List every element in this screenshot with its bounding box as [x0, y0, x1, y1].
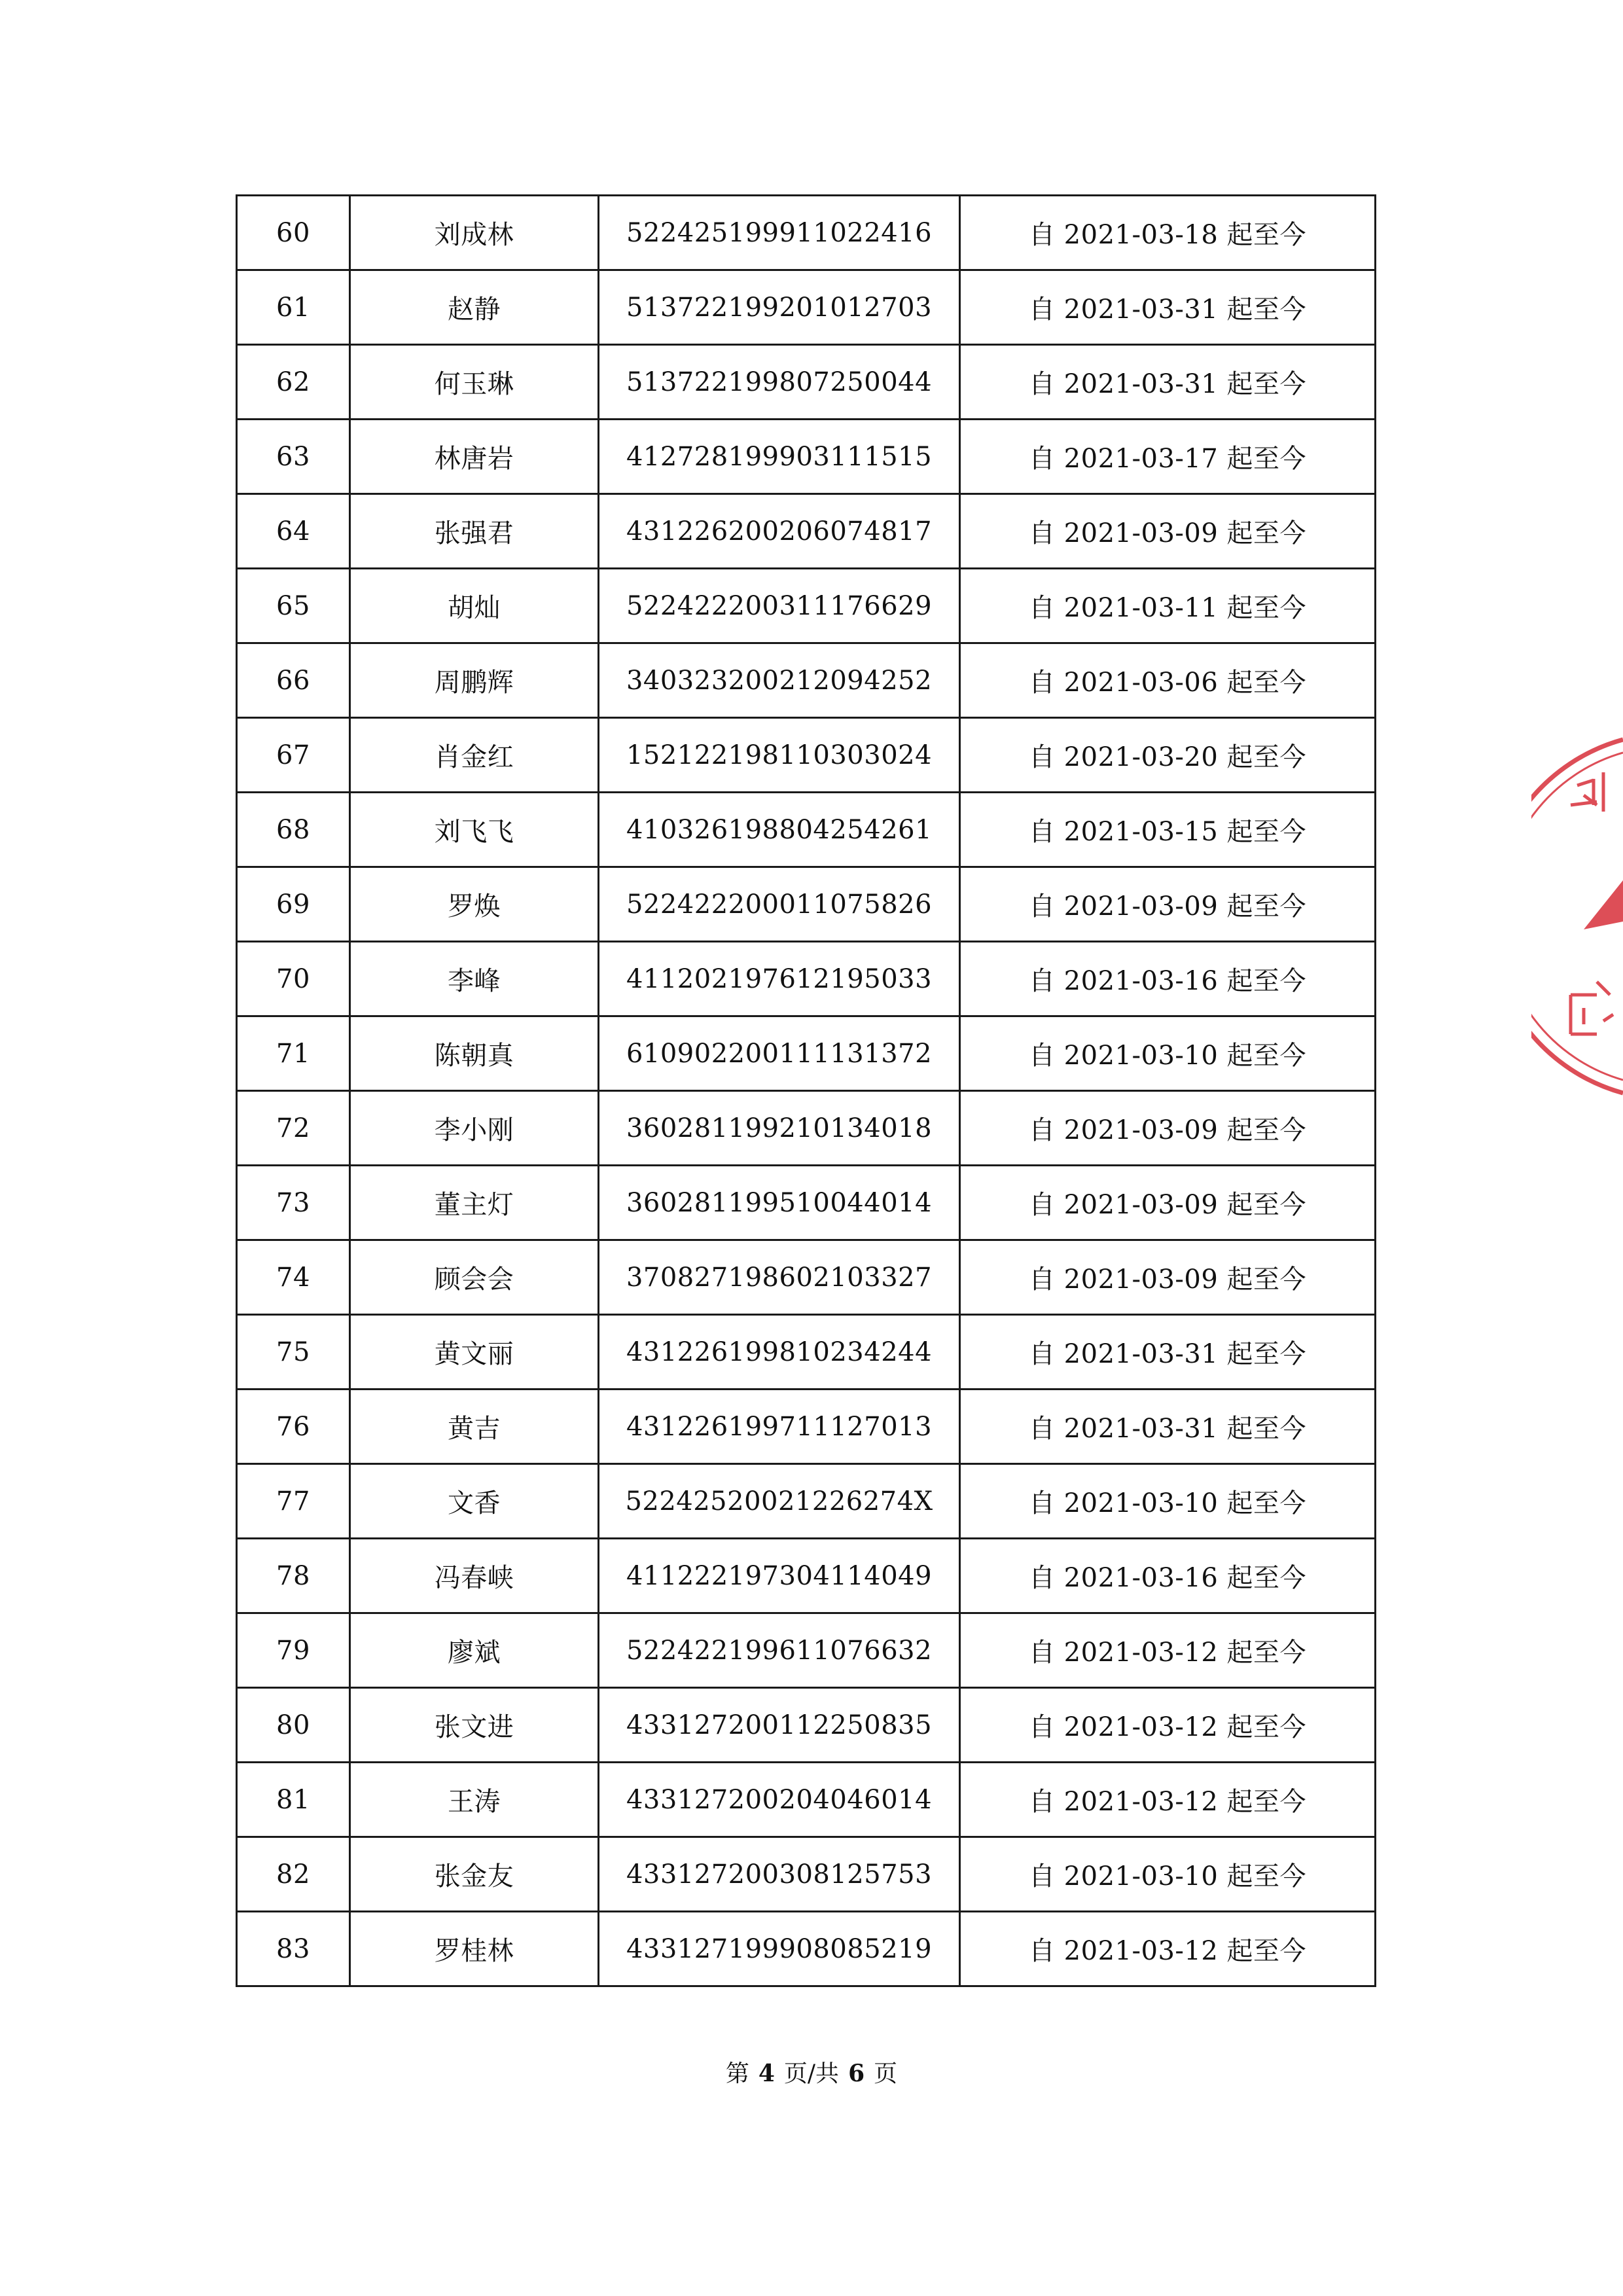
name-cell: 何玉琳 [350, 345, 599, 420]
name-cell: 文香 [350, 1464, 599, 1539]
footer-prefix: 第 [725, 2060, 749, 2087]
start-date-cell: 自 2021-03-16 起至今 [960, 942, 1376, 1016]
start-date-cell: 自 2021-03-12 起至今 [960, 1912, 1376, 1986]
row-number-cell: 76 [237, 1390, 350, 1464]
name-cell: 刘飞飞 [350, 793, 599, 867]
official-seal-stamp [1531, 733, 1623, 1100]
table-row [237, 1464, 1376, 1539]
table-row [237, 196, 1376, 270]
table-row [237, 867, 1376, 942]
name-cell: 冯春峡 [350, 1539, 599, 1613]
start-date-cell: 自 2021-03-15 起至今 [960, 793, 1376, 867]
name-cell: 张文进 [350, 1688, 599, 1763]
row-number-cell: 74 [237, 1240, 350, 1315]
table-row [237, 270, 1376, 345]
row-number-cell: 63 [237, 420, 350, 494]
employee-table-body [237, 196, 1376, 1986]
row-number-cell: 77 [237, 1464, 350, 1539]
name-cell: 黄文丽 [350, 1315, 599, 1390]
table-row [237, 1763, 1376, 1837]
page-footer [0, 2055, 1623, 2089]
row-number-cell: 61 [237, 270, 350, 345]
name-cell: 张强君 [350, 494, 599, 569]
id-number-cell: 610902200111131372 [599, 1016, 960, 1091]
name-cell: 林唐岩 [350, 420, 599, 494]
id-number-cell: 431226199711127013 [599, 1390, 960, 1464]
table-row [237, 793, 1376, 867]
row-number-cell: 68 [237, 793, 350, 867]
row-number-cell: 67 [237, 718, 350, 793]
id-number-cell: 411202197612195033 [599, 942, 960, 1016]
id-number-cell: 513722199807250044 [599, 345, 960, 420]
id-number-cell: 522425199911022416 [599, 196, 960, 270]
table-row [237, 1240, 1376, 1315]
id-number-cell: 433127200204046014 [599, 1763, 960, 1837]
footer-middle: 页/共 [783, 2060, 840, 2087]
row-number-cell: 83 [237, 1912, 350, 1986]
name-cell: 赵静 [350, 270, 599, 345]
name-cell: 刘成林 [350, 196, 599, 270]
id-number-cell: 360281199210134018 [599, 1091, 960, 1166]
table-row [237, 942, 1376, 1016]
name-cell: 黄吉 [350, 1390, 599, 1464]
table-row [237, 1613, 1376, 1688]
row-number-cell: 80 [237, 1688, 350, 1763]
id-number-cell: 411222197304114049 [599, 1539, 960, 1613]
start-date-cell: 自 2021-03-18 起至今 [960, 196, 1376, 270]
start-date-cell: 自 2021-03-31 起至今 [960, 270, 1376, 345]
row-number-cell: 72 [237, 1091, 350, 1166]
start-date-cell: 自 2021-03-16 起至今 [960, 1539, 1376, 1613]
start-date-cell: 自 2021-03-10 起至今 [960, 1837, 1376, 1912]
start-date-cell: 自 2021-03-31 起至今 [960, 1315, 1376, 1390]
table-row [237, 718, 1376, 793]
name-cell: 李峰 [350, 942, 599, 1016]
seal-star [1584, 880, 1623, 929]
name-cell: 陈朝真 [350, 1016, 599, 1091]
start-date-cell: 自 2021-03-10 起至今 [960, 1016, 1376, 1091]
start-date-cell: 自 2021-03-09 起至今 [960, 1166, 1376, 1240]
start-date-cell: 自 2021-03-09 起至今 [960, 494, 1376, 569]
start-date-cell: 自 2021-03-09 起至今 [960, 1091, 1376, 1166]
row-number-cell: 69 [237, 867, 350, 942]
id-number-cell: 513722199201012703 [599, 270, 960, 345]
table-row [237, 1315, 1376, 1390]
row-number-cell: 75 [237, 1315, 350, 1390]
start-date-cell: 自 2021-03-06 起至今 [960, 643, 1376, 718]
table-row [237, 1539, 1376, 1613]
id-number-cell: 431226199810234244 [599, 1315, 960, 1390]
id-number-cell: 360281199510044014 [599, 1166, 960, 1240]
id-number-cell: 433127200112250835 [599, 1688, 960, 1763]
id-number-cell: 522422199611076632 [599, 1613, 960, 1688]
id-number-cell: 52242520021226274X [599, 1464, 960, 1539]
table-row [237, 1390, 1376, 1464]
row-number-cell: 73 [237, 1166, 350, 1240]
table-row [237, 345, 1376, 420]
id-number-cell: 433127199908085219 [599, 1912, 960, 1986]
row-number-cell: 70 [237, 942, 350, 1016]
table-row [237, 1166, 1376, 1240]
name-cell: 顾会会 [350, 1240, 599, 1315]
name-cell: 周鹏辉 [350, 643, 599, 718]
row-number-cell: 78 [237, 1539, 350, 1613]
row-number-cell: 71 [237, 1016, 350, 1091]
table-row [237, 420, 1376, 494]
start-date-cell: 自 2021-03-10 起至今 [960, 1464, 1376, 1539]
total-pages-number: 6 [848, 2060, 865, 2087]
id-number-cell: 410326198804254261 [599, 793, 960, 867]
footer-suffix: 页 [874, 2060, 898, 2087]
seal-glyph-bottom [1571, 982, 1613, 1034]
table-row [237, 1837, 1376, 1912]
row-number-cell: 81 [237, 1763, 350, 1837]
table-row [237, 1688, 1376, 1763]
start-date-cell: 自 2021-03-12 起至今 [960, 1613, 1376, 1688]
start-date-cell: 自 2021-03-31 起至今 [960, 1390, 1376, 1464]
name-cell: 董主灯 [350, 1166, 599, 1240]
name-cell: 胡灿 [350, 569, 599, 643]
id-number-cell: 340323200212094252 [599, 643, 960, 718]
row-number-cell: 62 [237, 345, 350, 420]
start-date-cell: 自 2021-03-17 起至今 [960, 420, 1376, 494]
seal-glyph-top [1571, 772, 1603, 812]
table-row [237, 1016, 1376, 1091]
row-number-cell: 60 [237, 196, 350, 270]
id-number-cell: 412728199903111515 [599, 420, 960, 494]
table-row [237, 494, 1376, 569]
row-number-cell: 66 [237, 643, 350, 718]
table-row [237, 1091, 1376, 1166]
id-number-cell: 152122198110303024 [599, 718, 960, 793]
name-cell: 王涛 [350, 1763, 599, 1837]
name-cell: 罗焕 [350, 867, 599, 942]
id-number-cell: 370827198602103327 [599, 1240, 960, 1315]
row-number-cell: 65 [237, 569, 350, 643]
id-number-cell: 433127200308125753 [599, 1837, 960, 1912]
start-date-cell: 自 2021-03-09 起至今 [960, 1240, 1376, 1315]
table-row [237, 569, 1376, 643]
start-date-cell: 自 2021-03-20 起至今 [960, 718, 1376, 793]
row-number-cell: 82 [237, 1837, 350, 1912]
table-row [237, 643, 1376, 718]
name-cell: 罗桂林 [350, 1912, 599, 1986]
start-date-cell: 自 2021-03-09 起至今 [960, 867, 1376, 942]
table-row [237, 1912, 1376, 1986]
id-number-cell: 522422200011075826 [599, 867, 960, 942]
name-cell: 张金友 [350, 1837, 599, 1912]
id-number-cell: 431226200206074817 [599, 494, 960, 569]
employee-table [236, 194, 1376, 1987]
name-cell: 肖金红 [350, 718, 599, 793]
start-date-cell: 自 2021-03-11 起至今 [960, 569, 1376, 643]
name-cell: 廖斌 [350, 1613, 599, 1688]
id-number-cell: 522422200311176629 [599, 569, 960, 643]
current-page-number: 4 [758, 2060, 775, 2087]
start-date-cell: 自 2021-03-12 起至今 [960, 1688, 1376, 1763]
row-number-cell: 79 [237, 1613, 350, 1688]
name-cell: 李小刚 [350, 1091, 599, 1166]
start-date-cell: 自 2021-03-12 起至今 [960, 1763, 1376, 1837]
start-date-cell: 自 2021-03-31 起至今 [960, 345, 1376, 420]
row-number-cell: 64 [237, 494, 350, 569]
